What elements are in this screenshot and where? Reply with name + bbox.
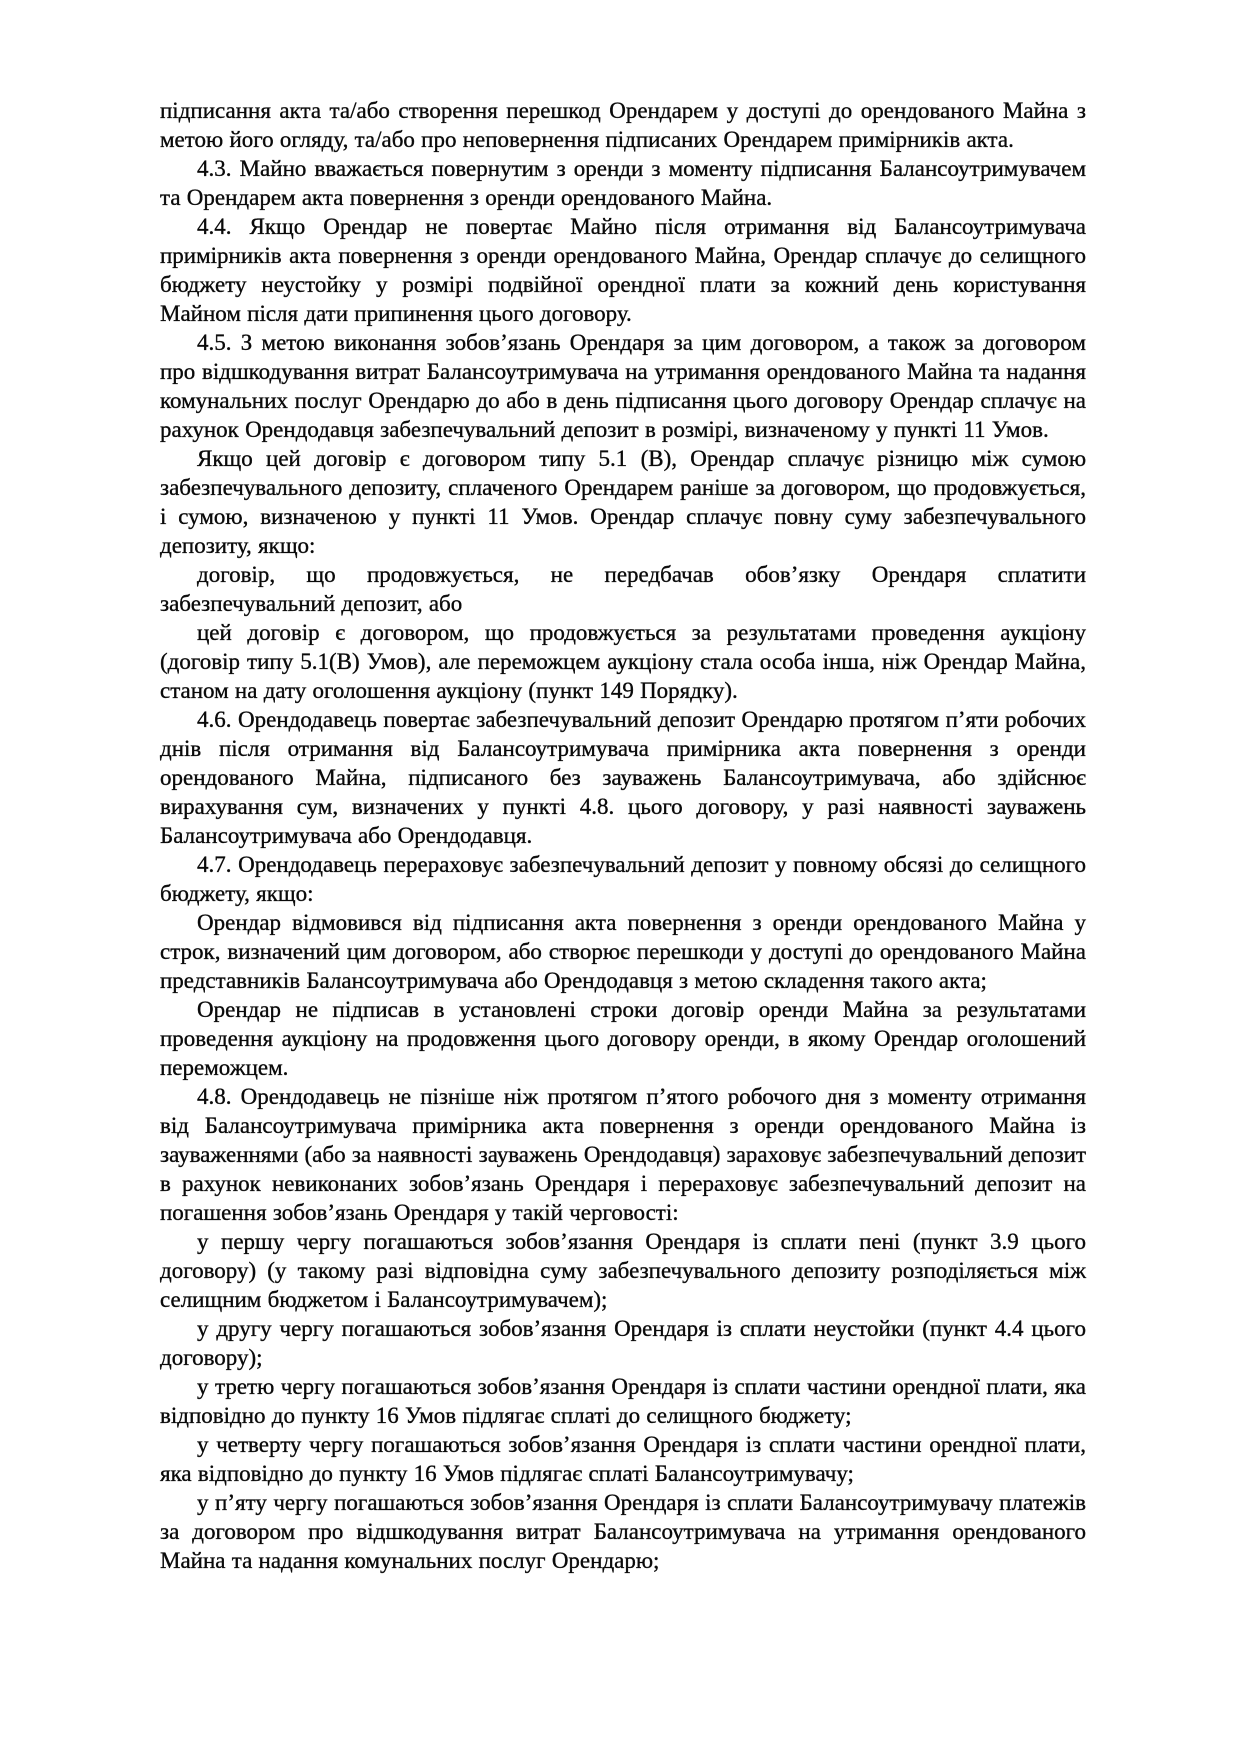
document-paragraph: Якщо цей договір є договором типу 5.1 (В), Орендар сплачує різницю між сумою забезпечувального депозиту, сплаченого Орендарем раніше за договором, що продовжується, і сумою, визначеною у пункті 11 Умов. Орендар сплачує повну суму забезпечувального депозиту, якщо:: [160, 446, 1086, 558]
document-paragraph: у першу чергу погашаються зобов’язання Орендаря із сплати пені (пункт 3.9 цього договору) (у такому разі відповідна суму забезпечувального депозиту розподіляється між селищним бюджетом і Балансоутримувачем);: [160, 1229, 1086, 1312]
document-paragraph: договір, що продовжується, не передбачав обов’язку Орендаря сплатити забезпечувальний депозит, або: [160, 562, 1086, 616]
document-paragraph: у другу чергу погашаються зобов’язання Орендаря із сплати неустойки (пункт 4.4 цього договору);: [160, 1316, 1086, 1370]
document-paragraph: 4.6. Орендодавець повертає забезпечувальний депозит Орендарю протягом п’яти робочих днів після отримання від Балансоутримувача примірника акта повернення з оренди орендованого Майна, підписаного без зауважень Балансоутримувача, або здійснює вирахування сум, визначених у пункті 4.8. цього договору, у разі наявності зауважень Балансоутримувача або Орендодавця.: [160, 707, 1086, 848]
document-paragraph: 4.7. Орендодавець перераховує забезпечувальний депозит у повному обсязі до селищного бюджету, якщо:: [160, 852, 1086, 906]
document-paragraph: 4.8. Орендодавець не пізніше ніж протягом п’ятого робочого дня з моменту отримання від Балансоутримувача примірника акта повернення з оренди орендованого Майна із зауваженнями (або за наявності зауважень Орендодавця) зараховує забезпечувальний депозит в рахунок невиконаних зобов’язань Орендаря і перераховує забезпечувальний депозит на погашення зобов’язань Орендаря у такій черговості:: [160, 1084, 1086, 1225]
document-paragraph: у третю чергу погашаються зобов’язання Орендаря із сплати частини орендної плати, яка відповідно до пункту 16 Умов підлягає сплаті до селищного бюджету;: [160, 1374, 1086, 1428]
document-paragraph: 4.4. Якщо Орендар не повертає Майно після отримання від Балансоутримувача примірників акта повернення з оренди орендованого Майна, Орендар сплачує до селищного бюджету неустойку у розмірі подвійної орендної плати за кожний день користування Майном після дати припинення цього договору.: [160, 214, 1086, 326]
document-paragraph: цей договір є договором, що продовжується за результатами проведення аукціону (договір типу 5.1(В) Умов), але переможцем аукціону стала особа інша, ніж Орендар Майна, станом на дату оголошення аукціону (пункт 149 Порядку).: [160, 620, 1086, 703]
document-paragraph: 4.3. Майно вважається повернутим з оренди з моменту підписання Балансоутримувачем та Орендарем акта повернення з оренди орендованого Майна.: [160, 156, 1086, 210]
document-paragraph: у четверту чергу погашаються зобов’язання Орендаря із сплати частини орендної плати, яка відповідно до пункту 16 Умов підлягає сплаті Балансоутримувачу;: [160, 1432, 1086, 1486]
document-paragraph: Орендар не підписав в установлені строки договір оренди Майна за результатами проведення аукціону на продовження цього договору оренди, в якому Орендар оголошений переможцем.: [160, 997, 1086, 1080]
document-paragraph: Орендар відмовився від підписання акта повернення з оренди орендованого Майна у строк, визначений цим договором, або створює перешкоди у доступі до орендованого Майна представників Балансоутримувача або Орендодавця з метою складення такого акта;: [160, 910, 1086, 993]
document-paragraph: 4.5. З метою виконання зобов’язань Орендаря за цим договором, а також за договором про відшкодування витрат Балансоутримувача на утримання орендованого Майна та надання комунальних послуг Орендарю до або в день підписання цього договору Орендар сплачує на рахунок Орендодавця забезпечувальний депозит в розмірі, визначеному у пункті 11 Умов.: [160, 330, 1086, 442]
document-paragraph: у п’яту чергу погашаються зобов’язання Орендаря із сплати Балансоутримувачу платежів за договором про відшкодування витрат Балансоутримувача на утримання орендованого Майна та надання комунальних послуг Орендарю;: [160, 1490, 1086, 1573]
contract-text-block: [160, 96, 1086, 1575]
document-paragraph: підписання акта та/або створення перешкод Орендарем у доступі до орендованого Майна з метою його огляду, та/або про неповернення підписаних Орендарем примірників акта.: [160, 98, 1086, 152]
